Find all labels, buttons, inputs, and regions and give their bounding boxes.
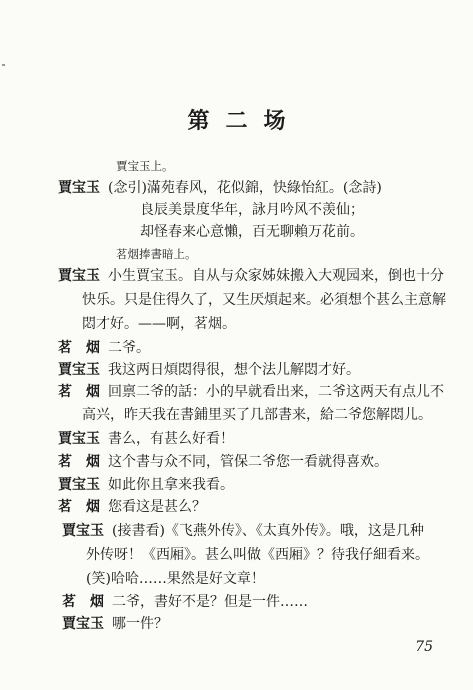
dialogue-line (58, 497, 206, 517)
page-number: 75 (415, 639, 433, 655)
speaker-name: 賈宝玉 (62, 616, 104, 632)
dialogue-continuation: (笑)哈哈……果然是好文章！ (86, 571, 265, 587)
dialogue-line (58, 429, 234, 449)
dialogue-text: 这个書与众不同，管保二爷您一看就得喜欢。 (108, 454, 388, 470)
speaker-name: 賈宝玉 (62, 523, 104, 539)
dialogue-line (58, 452, 388, 472)
speaker-name: 茗 烟 (58, 499, 100, 515)
dialogue-line (58, 382, 444, 402)
dialogue-text: 如此你且拿来我看。 (108, 477, 234, 493)
speaker-name: 賈宝玉 (58, 180, 100, 196)
speaker-name: 茗 烟 (62, 594, 104, 610)
dialogue-text: 二爷。 (108, 340, 150, 356)
scene-title (0, 104, 473, 135)
title-char: 场 (263, 108, 286, 134)
dialogue-line (62, 614, 168, 634)
dialogue-line (58, 178, 382, 198)
speaker-name: 賈宝玉 (58, 268, 100, 284)
dialogue-text: 回禀二爷的話：小的早就看出来，二爷这两天有点儿不 (108, 384, 444, 400)
speaker-name: 賈宝玉 (58, 477, 100, 493)
dialogue-text: 您看这是甚么？ (108, 499, 206, 515)
dialogue-line (58, 360, 360, 380)
dialogue-continuation: 快乐。只是住得久了，又生厌煩起来。必須想个甚么主意解 (82, 292, 446, 308)
dialogue-text: 書么，有甚么好看！ (108, 431, 234, 447)
dialogue-text: 我这两日煩悶得很，想个法儿解悶才好。 (108, 362, 360, 378)
speck-mark (2, 64, 5, 66)
dialogue-line (58, 475, 234, 495)
title-char: 第 (187, 108, 210, 134)
speaker-name: 茗 烟 (58, 384, 100, 400)
dialogue-continuation: 悶才好。——啊，茗烟。 (82, 316, 236, 332)
speaker-name: 茗 烟 (58, 454, 100, 470)
stage-direction: 賈宝玉上。 (116, 159, 174, 173)
dialogue-text: 二爷，書好不是？但是一件…… (112, 594, 308, 610)
dialogue-text: (念引)滿苑春风，花似錦，快綠怡紅。(念詩) (108, 180, 382, 196)
dialogue-line (58, 338, 150, 358)
dialogue-continuation: 高兴，昨天我在書鋪里买了几部書来，給二爷您解悶儿。 (82, 407, 432, 423)
speaker-name: 茗 烟 (58, 340, 100, 356)
verse-line: 良辰美景度华年，詠月吟风不羡仙； (140, 202, 364, 218)
dialogue-line (62, 521, 424, 541)
dialogue-line (62, 592, 308, 612)
verse-line: 却怪春来心意懶，百无聊賴万花前。 (140, 224, 364, 240)
dialogue-text: (接書看)《飞燕外传》、《太真外传》。哦，这是几种 (112, 523, 424, 539)
dialogue-text: 哪一件？ (112, 616, 168, 632)
dialogue-text: 小生賈宝玉。自从与众家姊妹搬入大观园来，倒也十分 (108, 268, 444, 284)
speaker-name: 賈宝玉 (58, 431, 100, 447)
dialogue-continuation: 外传呀！《西厢》。甚么叫做《西厢》？待我仔細看来。 (86, 547, 429, 563)
stage-direction: 茗烟捧書暗上。 (116, 247, 197, 261)
speaker-name: 賈宝玉 (58, 362, 100, 378)
title-char: 二 (225, 108, 248, 134)
dialogue-line (58, 266, 444, 286)
